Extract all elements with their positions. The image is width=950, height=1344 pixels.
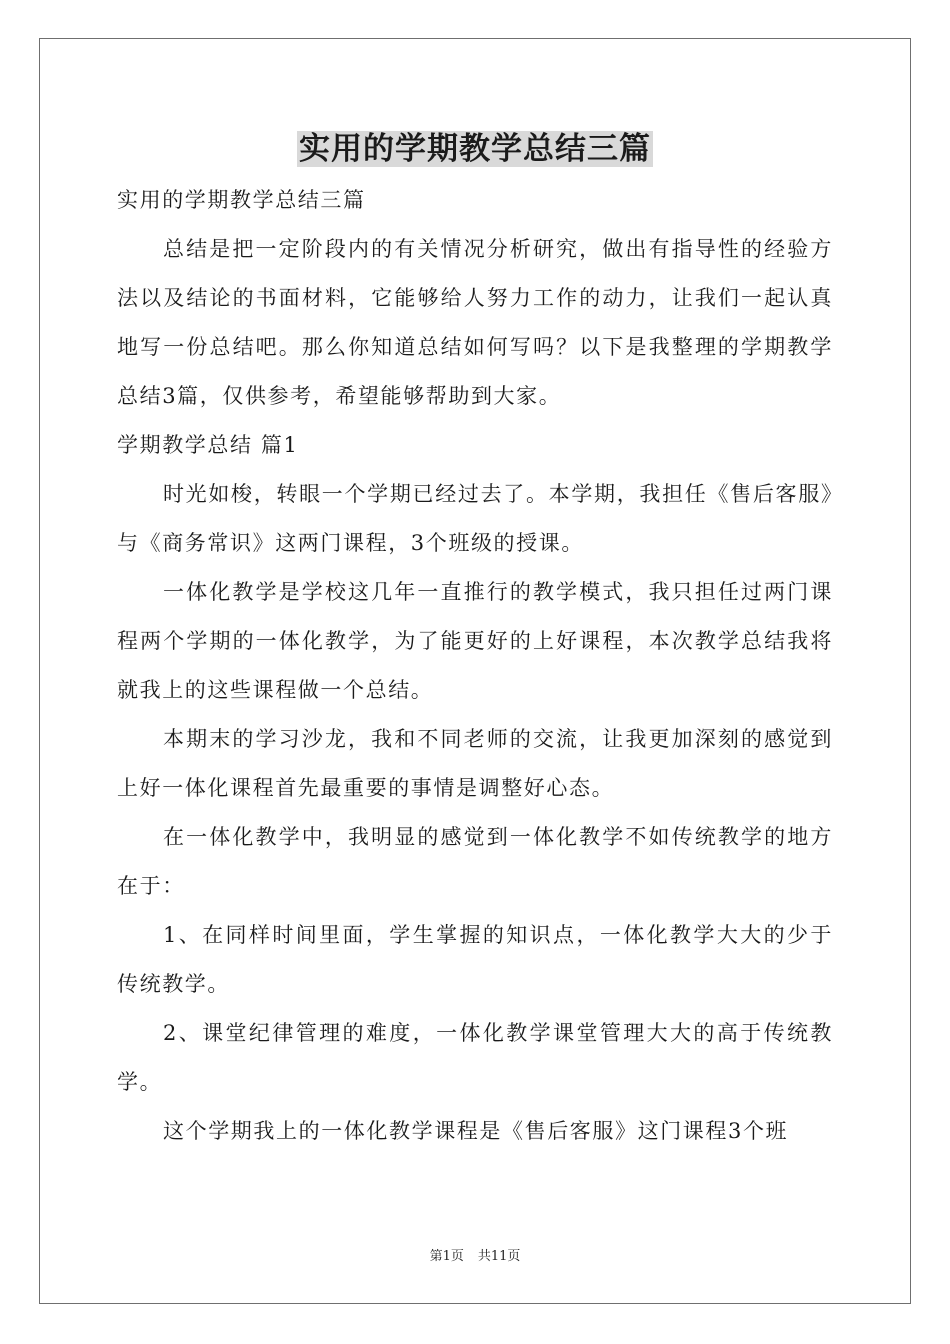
page-total: 共11页	[477, 1249, 521, 1264]
paragraph: 时光如梭，转眼一个学期已经过去了。本学期，我担任《售后客服》与《商务常识》这两门课程，3个班级的授课。	[117, 482, 833, 555]
page-number: 第1页	[429, 1249, 464, 1264]
document-title	[0, 128, 950, 170]
page-footer	[0, 1248, 950, 1266]
paragraph-intro: 总结是把一定阶段内的有关情况分析研究，做出有指导性的经验方法以及结论的书面材料，它能够给人努力工作的动力，让我们一起认真地写一份总结吧。那么你知道总结如何写吗？以下是我整理的学期教学总结3篇，仅供参考，希望能够帮助到大家。	[117, 237, 833, 408]
paragraph-subtitle: 实用的学期教学总结三篇	[117, 188, 366, 212]
paragraph: 本期末的学习沙龙，我和不同老师的交流，让我更加深刻的感觉到上好一体化课程首先最重要的事情是调整好心态。	[117, 727, 833, 800]
list-item: 1、在同样时间里面，学生掌握的知识点，一体化教学大大的少于传统教学。	[117, 923, 833, 996]
document-title-text: 实用的学期教学总结三篇	[299, 131, 651, 167]
paragraph: 这个学期我上的一体化教学课程是《售后客服》这门课程3个班	[163, 1119, 789, 1143]
section-heading: 学期教学总结 篇1	[117, 433, 299, 457]
document-body	[117, 176, 833, 1156]
paragraph: 一体化教学是学校这几年一直推行的教学模式，我只担任过两门课程两个学期的一体化教学，为了能更好的上好课程，本次教学总结我将就我上的这些课程做一个总结。	[117, 580, 833, 702]
list-item: 2、课堂纪律管理的难度，一体化教学课堂管理大大的高于传统教学。	[117, 1021, 833, 1094]
paragraph: 在一体化教学中，我明显的感觉到一体化教学不如传统教学的地方在于：	[117, 825, 833, 898]
